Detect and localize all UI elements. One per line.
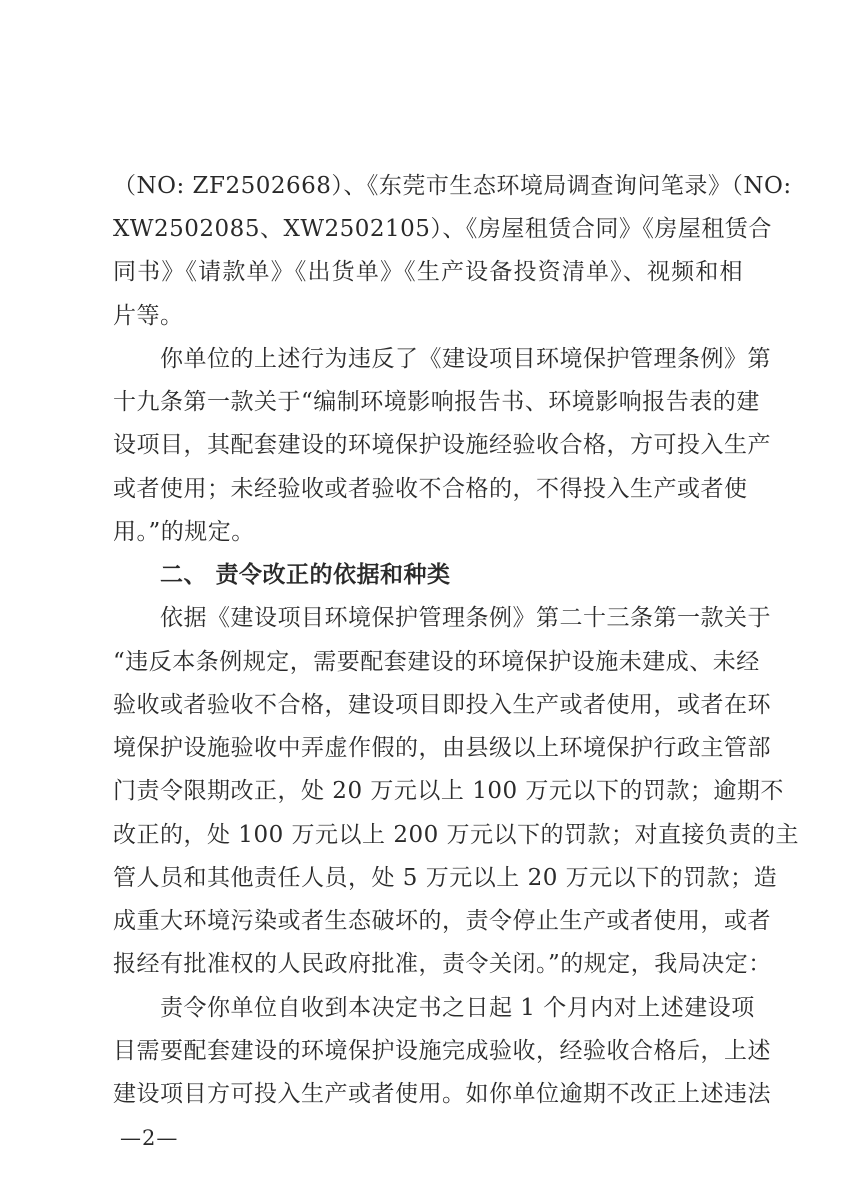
body-line-17: 管人员和其他责任人员，处 5 万元以上 20 万元以下的罚款；造 bbox=[113, 864, 778, 891]
page-number: —2— bbox=[120, 1126, 179, 1150]
body-line-1: （NO: ZF2502668）、《东莞市生态环境局调查询问笔录》（NO: bbox=[113, 173, 792, 199]
body-line-9: 用。”的规定。 bbox=[113, 518, 255, 545]
body-line-4: 片等。 bbox=[113, 302, 184, 329]
body-line-19: 报经有批准权的人民政府批准，责令关闭。”的规定，我局决定： bbox=[113, 951, 772, 978]
body-line-20: 责令你单位自收到本决定书之日起 1 个月内对上述建设项 bbox=[160, 994, 755, 1021]
body-line-22: 建设项目方可投入生产或者使用。如你单位逾期不改正上述违法 bbox=[113, 1081, 771, 1107]
body-line-14: 境保护设施验收中弄虚作假的，由县级以上环境保护行政主管部 bbox=[113, 735, 771, 762]
body-line-18: 成重大环境污染或者生态破坏的，责令停止生产或者使用，或者 bbox=[113, 908, 771, 935]
body-line-16: 改正的，处 100 万元以上 200 万元以下的罚款；对直接负责的主 bbox=[113, 821, 800, 848]
body-line-3: 同书》《请款单》《出货单》《生产设备投资清单》、视频和相 bbox=[113, 259, 743, 286]
body-line-12: “违反本条例规定，需要配套建设的环境保护设施未建成、未经 bbox=[113, 648, 760, 675]
body-line-6: 十九条第一款关于“编制环境影响报告书、环境影响报告表的建 bbox=[113, 389, 760, 416]
body-line-2: XW2502085、XW2502105）、《房屋租赁合同》《房屋租赁合 bbox=[113, 216, 772, 243]
section-heading: 二、 责令改正的依据和种类 bbox=[160, 562, 451, 589]
body-line-21: 目需要配套建设的环境保护设施完成验收，经验收合格后，上述 bbox=[113, 1037, 771, 1064]
body-line-8: 或者使用；未经验收或者验收不合格的，不得投入生产或者使 bbox=[113, 475, 748, 502]
body-line-13: 验收或者验收不合格，建设项目即投入生产或者使用，或者在环 bbox=[113, 691, 771, 718]
body-line-15: 门责令限期改正，处 20 万元以上 100 万元以下的罚款；逾期不 bbox=[113, 778, 784, 805]
body-line-11: 依据《建设项目环境保护管理条例》第二十三条第一款关于 bbox=[160, 605, 771, 632]
body-line-7: 设项目，其配套建设的环境保护设施经验收合格，方可投入生产 bbox=[113, 432, 771, 459]
body-line-5: 你单位的上述行为违反了《建设项目环境保护管理条例》第 bbox=[160, 345, 771, 372]
